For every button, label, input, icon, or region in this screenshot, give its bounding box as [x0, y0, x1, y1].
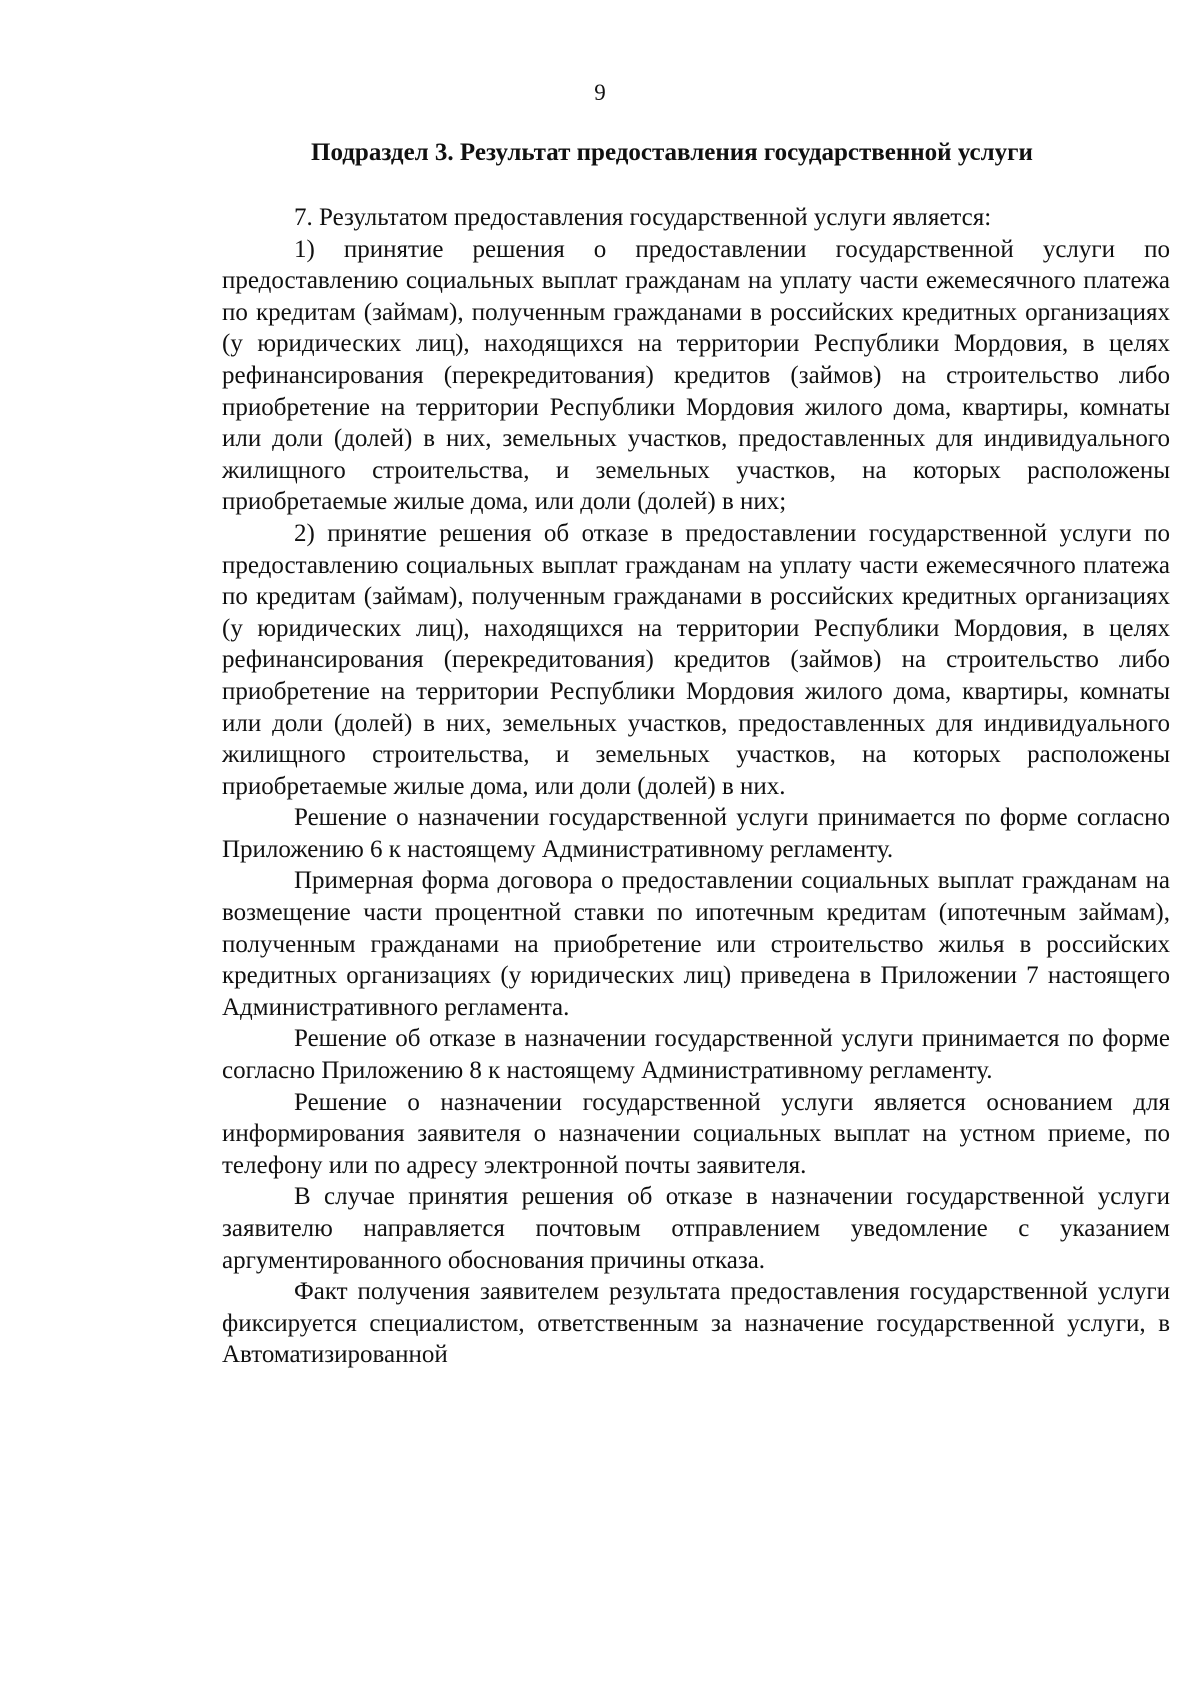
paragraph-appendix-7: Примерная форма договора о предоставлении социальных выплат гражданам на возмещение части процентной ставки по ипотечным кредитам (ипотечным займам), полученным гражданами на приобретение или строительство жилья в российских кредитных организациях (у юридических лиц) приведена в Приложении 7 настоящего Административного регламента. [222, 867, 1170, 1021]
paragraph-fact-recording: Факт получения заявителем результата предоставления государственной услуги фиксируется специалистом, ответственным за назначение государственной услуги, в Автоматизированной [222, 1278, 1170, 1369]
paragraph-informing: Решение о назначении государственной услуги является основанием для информирования заявителя о назначении социальных выплат на устном приеме, по телефону или по адресу электронной почты заявителя. [222, 1088, 1170, 1179]
section-heading: Подраздел 3. Результат предоставления государственной услуги [311, 139, 1033, 166]
paragraph-result-intro: 7. Результатом предоставления государственной услуги является: [294, 204, 992, 231]
page-number: 9 [594, 80, 606, 105]
paragraph-refusal-notice: В случае принятия решения об отказе в назначении государственной услуги заявителю направляется почтовым отправлением уведомление с указанием аргументированного обоснования причины отказа. [222, 1183, 1170, 1274]
paragraph-decision-refusal: 2) принятие решения об отказе в предоставлении государственной услуги по предоставлению социальных выплат гражданам на уплату части ежемесячного платежа по кредитам (займам), полученным гражданами в российских кредитных организациях (у юридических лиц), находящихся на территории Республики Мордовия, в целях рефинансирования (перекредитования) кредитов (займов) на строительство либо приобретение на территории Республики Мордовия жилого дома, квартиры, комнаты или доли (долей) в них, земельных участков, предоставленных для индивидуального жилищного строительства, и земельных участков, на которых расположены приобретаемые жилые дома, или доли (долей) в них. [222, 519, 1170, 800]
paragraph-appendix-8: Решение об отказе в назначении государственной услуги принимается по форме согласно Приложению 8 к настоящему Административному регламенту. [222, 1025, 1170, 1085]
document-body [222, 202, 1170, 1371]
paragraph-decision-grant: 1) принятие решения о предоставлении государственной услуги по предоставлению социальных выплат гражданам на уплату части ежемесячного платежа по кредитам (займам), полученным гражданами в российских кредитных организациях (у юридических лиц), находящихся на территории Республики Мордовия, в целях рефинансирования (перекредитования) кредитов (займов) на строительство либо приобретение на территории Республики Мордовия жилого дома, квартиры, комнаты или доли (долей) в них, земельных участков, предоставленных для индивидуального жилищного строительства, и земельных участков, на которых расположены приобретаемые жилые дома, или доли (долей) в них; [222, 235, 1170, 516]
paragraph-appendix-6: Решение о назначении государственной услуги принимается по форме согласно Приложению 6 к настоящему Административному регламенту. [222, 804, 1170, 863]
